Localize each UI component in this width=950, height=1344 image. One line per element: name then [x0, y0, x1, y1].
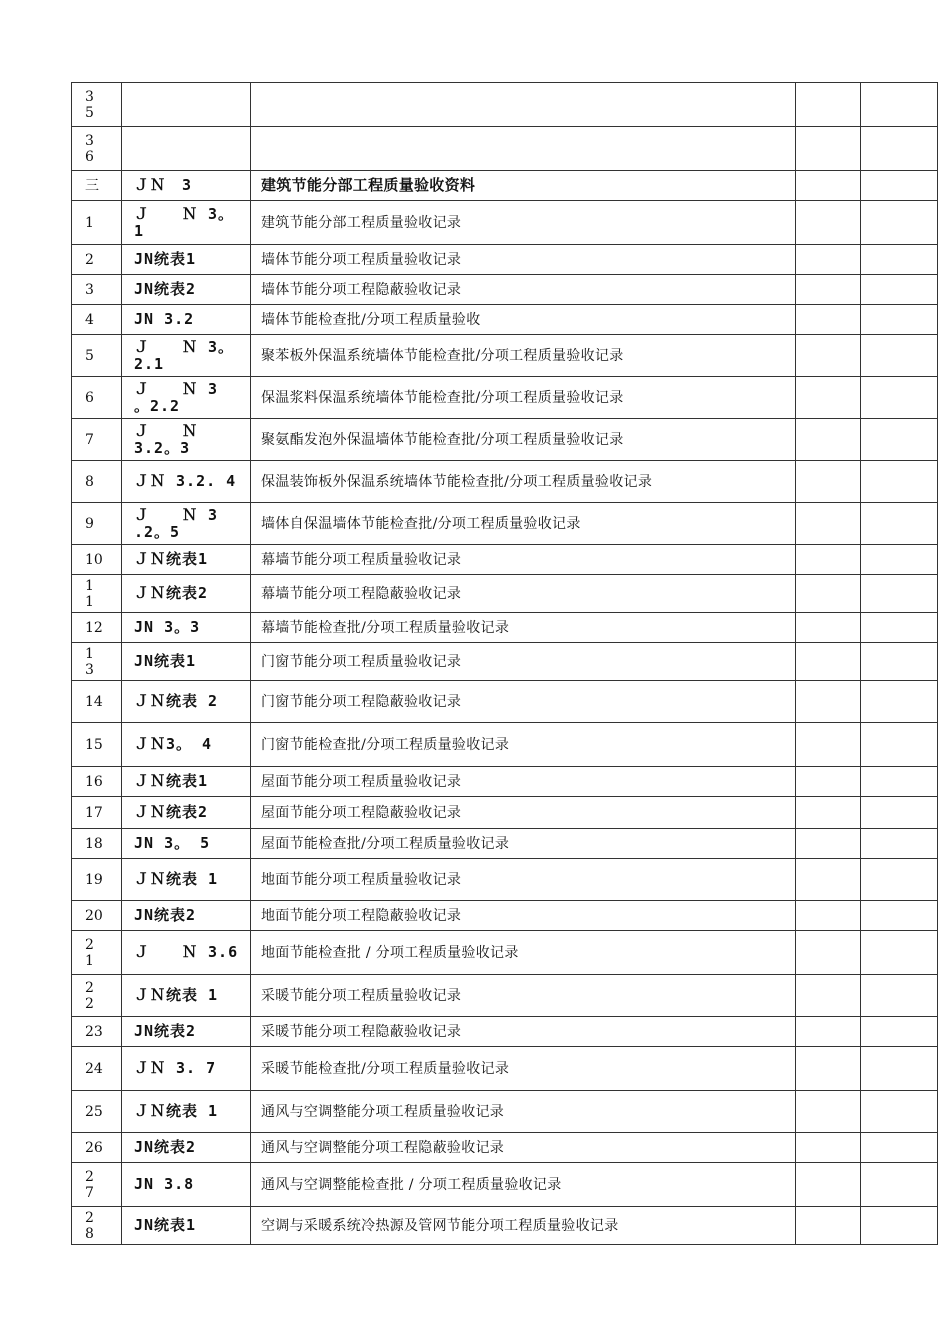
form-code: JN统表2 [134, 1022, 197, 1040]
record-name: 保温装饰板外保温系统墙体节能检查批/分项工程质量验收记录 [261, 473, 653, 490]
row-number: 21 [85, 936, 94, 969]
blank-cell [796, 83, 861, 127]
form-code: ＪＮ统表2 [134, 803, 209, 821]
blank-cell [796, 419, 861, 461]
blank-cell [861, 1047, 938, 1091]
row-number: 19 [85, 871, 103, 888]
row-number-cell [72, 1047, 122, 1091]
row-number: 17 [85, 804, 103, 821]
form-code-cell [122, 1091, 251, 1133]
row-number: 11 [85, 577, 94, 610]
blank-cell [796, 1091, 861, 1133]
record-name-cell [251, 377, 796, 419]
blank-cell [861, 275, 938, 305]
blank-cell [861, 723, 938, 767]
form-code-cell [122, 901, 251, 931]
record-name-cell [251, 797, 796, 829]
blank-cell [796, 503, 861, 545]
blank-cell [796, 859, 861, 901]
blank-cell [861, 171, 938, 201]
blank-cell [861, 503, 938, 545]
row-number: 4 [85, 311, 94, 328]
table-row [72, 461, 938, 503]
form-code-cell [122, 931, 251, 975]
form-code: ＪＮ统表1 [134, 772, 209, 790]
record-name: 通风与空调整能分项工程隐蔽验收记录 [261, 1139, 505, 1156]
table-row [72, 127, 938, 171]
row-number: 25 [85, 1103, 103, 1120]
record-name-cell [251, 859, 796, 901]
form-code: Ｊ Ｎ 3。1 [134, 204, 235, 240]
form-code: JN统表2 [134, 280, 197, 298]
blank-cell [861, 931, 938, 975]
blank-cell [861, 1017, 938, 1047]
row-number-cell [72, 975, 122, 1017]
record-name: 墙体节能分项工程质量验收记录 [261, 251, 462, 268]
form-code-cell [122, 681, 251, 723]
record-name-cell [251, 503, 796, 545]
table-row [72, 797, 938, 829]
row-number-cell [72, 503, 122, 545]
form-code: JN统表2 [134, 906, 197, 924]
record-name: 聚氨酯发泡外保温墙体节能检查批/分项工程质量验收记录 [261, 431, 624, 448]
record-name: 通风与空调整能检查批 / 分项工程质量验收记录 [261, 1176, 562, 1193]
form-code: ＪＮ 3 [134, 176, 193, 194]
form-code: ＪＮ 3. 7 [134, 1059, 217, 1077]
form-code-cell [122, 1133, 251, 1163]
row-number-cell [72, 1017, 122, 1047]
form-code: JN 3。 5 [134, 834, 211, 852]
blank-cell [861, 643, 938, 681]
record-name: 墙体节能分项工程隐蔽验收记录 [261, 281, 462, 298]
record-name: 屋面节能检查批/分项工程质量验收记录 [261, 835, 510, 852]
blank-cell [861, 613, 938, 643]
row-number-cell [72, 797, 122, 829]
table-row [72, 377, 938, 419]
form-code-cell [122, 245, 251, 275]
record-name-cell [251, 1133, 796, 1163]
blank-cell [861, 245, 938, 275]
form-code-cell [122, 1163, 251, 1207]
form-code: Ｊ Ｎ 3。2.1 [134, 337, 235, 373]
form-code-cell [122, 503, 251, 545]
row-number: 1 [85, 214, 94, 231]
record-name-cell [251, 975, 796, 1017]
record-name: 地面节能分项工程隐蔽验收记录 [261, 907, 462, 924]
blank-cell [796, 1133, 861, 1163]
form-code-cell [122, 377, 251, 419]
record-name-cell [251, 723, 796, 767]
record-name: 采暖节能分项工程质量验收记录 [261, 987, 462, 1004]
row-number-cell [72, 377, 122, 419]
row-number-cell [72, 767, 122, 797]
form-code-cell [122, 545, 251, 575]
blank-cell [796, 171, 861, 201]
row-number-cell [72, 127, 122, 171]
form-code-cell [122, 1017, 251, 1047]
blank-cell [796, 461, 861, 503]
table-row [72, 1207, 938, 1245]
record-name: 门窗节能检查批/分项工程质量验收记录 [261, 736, 510, 753]
form-code: ＪＮ统表 1 [134, 986, 219, 1004]
blank-cell [796, 1047, 861, 1091]
row-number: 2 [85, 251, 94, 268]
blank-cell [861, 859, 938, 901]
form-code-cell [122, 201, 251, 245]
records-table-body [72, 83, 938, 1245]
row-number-cell [72, 245, 122, 275]
row-number-cell [72, 1207, 122, 1245]
record-name: 幕墙节能分项工程质量验收记录 [261, 551, 462, 568]
record-name-cell [251, 1163, 796, 1207]
table-row [72, 1133, 938, 1163]
table-row [72, 545, 938, 575]
form-code: Ｊ Ｎ 3.2。3 [134, 421, 199, 457]
row-number: 9 [85, 515, 94, 532]
blank-cell [861, 461, 938, 503]
form-code: JN统表1 [134, 250, 197, 268]
form-code: ＪＮ统表 2 [134, 692, 219, 710]
form-code: ＪＮ 3.2. 4 [134, 472, 237, 490]
blank-cell [796, 767, 861, 797]
record-name: 屋面节能分项工程隐蔽验收记录 [261, 804, 462, 821]
record-name-cell [251, 1091, 796, 1133]
form-code: ＪＮ3。 4 [134, 735, 213, 753]
table-row [72, 83, 938, 127]
blank-cell [861, 829, 938, 859]
row-number-cell [72, 201, 122, 245]
row-number: 16 [85, 773, 103, 790]
record-name-cell [251, 767, 796, 797]
blank-cell [796, 305, 861, 335]
row-number-cell [72, 613, 122, 643]
table-row [72, 643, 938, 681]
row-number-cell [72, 83, 122, 127]
record-name-cell [251, 171, 796, 201]
record-name-cell [251, 931, 796, 975]
record-name: 幕墙节能分项工程隐蔽验收记录 [261, 585, 462, 602]
record-name: 门窗节能分项工程隐蔽验收记录 [261, 693, 462, 710]
row-number: 18 [85, 835, 103, 852]
row-number: 20 [85, 907, 103, 924]
blank-cell [796, 1207, 861, 1245]
table-row [72, 575, 938, 613]
record-name-cell [251, 829, 796, 859]
row-number-cell [72, 1163, 122, 1207]
row-number: 26 [85, 1139, 103, 1156]
row-number: 三 [85, 177, 99, 194]
row-number-cell [72, 171, 122, 201]
record-name-cell [251, 643, 796, 681]
blank-cell [861, 575, 938, 613]
table-row [72, 613, 938, 643]
record-name-cell [251, 613, 796, 643]
row-number-cell [72, 901, 122, 931]
row-number: 10 [85, 551, 103, 568]
blank-cell [796, 1163, 861, 1207]
table-row [72, 1163, 938, 1207]
blank-cell [861, 545, 938, 575]
row-number-cell [72, 575, 122, 613]
table-row [72, 1047, 938, 1091]
record-name: 建筑节能分部工程质量验收资料 [261, 176, 476, 194]
record-name: 地面节能分项工程质量验收记录 [261, 871, 462, 888]
form-code-cell [122, 419, 251, 461]
blank-cell [796, 797, 861, 829]
blank-cell [796, 201, 861, 245]
row-number: 22 [85, 979, 94, 1012]
blank-cell [861, 797, 938, 829]
record-name-cell [251, 901, 796, 931]
record-name-cell [251, 461, 796, 503]
blank-cell [861, 377, 938, 419]
row-number-cell [72, 305, 122, 335]
record-name: 采暖节能检查批/分项工程质量验收记录 [261, 1060, 510, 1077]
form-code: JN 3.8 [134, 1175, 195, 1193]
form-code-cell [122, 275, 251, 305]
form-code-cell [122, 859, 251, 901]
record-name: 墙体节能检查批/分项工程质量验收 [261, 311, 481, 328]
form-code-cell [122, 83, 251, 127]
blank-cell [861, 305, 938, 335]
form-code: ＪＮ统表 1 [134, 1102, 219, 1120]
blank-cell [861, 1207, 938, 1245]
blank-cell [796, 335, 861, 377]
form-code-cell [122, 305, 251, 335]
record-name-cell [251, 83, 796, 127]
record-name: 屋面节能分项工程质量验收记录 [261, 773, 462, 790]
blank-cell [796, 1017, 861, 1047]
row-number: 12 [85, 619, 103, 636]
record-name-cell [251, 419, 796, 461]
row-number: 36 [85, 132, 94, 165]
form-code-cell [122, 613, 251, 643]
table-row [72, 723, 938, 767]
form-code-cell [122, 1207, 251, 1245]
form-code: Ｊ Ｎ 3 .2。5 [134, 505, 219, 541]
row-number-cell [72, 931, 122, 975]
table-row [72, 975, 938, 1017]
record-name-cell [251, 1017, 796, 1047]
record-name-cell [251, 305, 796, 335]
blank-cell [861, 1163, 938, 1207]
table-row [72, 681, 938, 723]
form-code-cell [122, 767, 251, 797]
row-number-cell [72, 643, 122, 681]
row-number-cell [72, 859, 122, 901]
table-row [72, 931, 938, 975]
row-number-cell [72, 1133, 122, 1163]
form-code: ＪＮ统表 1 [134, 870, 219, 888]
blank-cell [861, 975, 938, 1017]
record-name-cell [251, 335, 796, 377]
blank-cell [796, 245, 861, 275]
row-number-cell [72, 681, 122, 723]
blank-cell [796, 931, 861, 975]
blank-cell [861, 1091, 938, 1133]
record-name-cell [251, 245, 796, 275]
records-table [71, 82, 938, 1245]
row-number-cell [72, 275, 122, 305]
form-code-cell [122, 335, 251, 377]
blank-cell [796, 829, 861, 859]
row-number: 3 [85, 281, 94, 298]
table-row [72, 275, 938, 305]
record-name: 聚苯板外保温系统墙体节能检查批/分项工程质量验收记录 [261, 347, 624, 364]
form-code-cell [122, 1047, 251, 1091]
row-number: 28 [85, 1209, 94, 1242]
form-code-cell [122, 643, 251, 681]
row-number: 35 [85, 88, 94, 121]
record-name: 空调与采暖系统冷热源及管网节能分项工程质量验收记录 [261, 1217, 619, 1234]
row-number-cell [72, 545, 122, 575]
record-name-cell [251, 575, 796, 613]
row-number: 15 [85, 736, 103, 753]
form-code-cell [122, 127, 251, 171]
blank-cell [796, 377, 861, 419]
form-code: JN统表2 [134, 1138, 197, 1156]
row-number-cell [72, 461, 122, 503]
form-code-cell [122, 797, 251, 829]
table-row [72, 335, 938, 377]
record-name: 墙体自保温墙体节能检查批/分项工程质量验收记录 [261, 515, 581, 532]
table-row [72, 245, 938, 275]
row-number: 24 [85, 1060, 103, 1077]
record-name: 建筑节能分部工程质量验收记录 [261, 214, 462, 231]
blank-cell [861, 83, 938, 127]
blank-cell [861, 201, 938, 245]
blank-cell [796, 681, 861, 723]
form-code: JN 3.2 [134, 310, 195, 328]
record-name: 门窗节能分项工程质量验收记录 [261, 653, 462, 670]
row-number: 5 [85, 347, 94, 364]
row-number-cell [72, 419, 122, 461]
record-name-cell [251, 681, 796, 723]
form-code: Ｊ Ｎ 3 。2.2 [134, 379, 219, 415]
form-code: ＪＮ统表1 [134, 550, 209, 568]
row-number-cell [72, 1091, 122, 1133]
row-number: 8 [85, 473, 94, 490]
blank-cell [796, 575, 861, 613]
blank-cell [796, 901, 861, 931]
record-name: 地面节能检查批 / 分项工程质量验收记录 [261, 944, 519, 961]
blank-cell [861, 901, 938, 931]
blank-cell [796, 275, 861, 305]
record-name: 采暖节能分项工程隐蔽验收记录 [261, 1023, 462, 1040]
record-name-cell [251, 201, 796, 245]
form-code-cell [122, 461, 251, 503]
blank-cell [861, 1133, 938, 1163]
table-row [72, 1017, 938, 1047]
table-row [72, 767, 938, 797]
row-number: 13 [85, 645, 94, 678]
form-code-cell [122, 575, 251, 613]
form-code: JN统表1 [134, 652, 197, 670]
row-number: 27 [85, 1168, 94, 1201]
blank-cell [796, 723, 861, 767]
section-header-row [72, 171, 938, 201]
record-name-cell [251, 275, 796, 305]
table-row [72, 859, 938, 901]
blank-cell [796, 545, 861, 575]
form-code-cell [122, 829, 251, 859]
table-row [72, 201, 938, 245]
table-row [72, 829, 938, 859]
form-code-cell [122, 171, 251, 201]
form-code: Ｊ Ｎ 3.6 [134, 943, 239, 961]
record-name-cell [251, 1207, 796, 1245]
row-number: 6 [85, 389, 94, 406]
table-row [72, 1091, 938, 1133]
form-code: JN统表1 [134, 1216, 197, 1234]
record-name-cell [251, 545, 796, 575]
blank-cell [861, 335, 938, 377]
blank-cell [861, 767, 938, 797]
table-row [72, 901, 938, 931]
blank-cell [796, 975, 861, 1017]
blank-cell [861, 127, 938, 171]
record-name: 保温浆料保温系统墙体节能检查批/分项工程质量验收记录 [261, 389, 624, 406]
row-number-cell [72, 723, 122, 767]
row-number-cell [72, 335, 122, 377]
form-code: JN 3。3 [134, 618, 201, 636]
blank-cell [861, 681, 938, 723]
form-code-cell [122, 975, 251, 1017]
row-number: 23 [85, 1023, 103, 1040]
record-name-cell [251, 127, 796, 171]
blank-cell [796, 643, 861, 681]
record-name-cell [251, 1047, 796, 1091]
row-number: 14 [85, 693, 103, 710]
form-code: ＪＮ统表2 [134, 584, 209, 602]
table-row [72, 305, 938, 335]
record-name: 幕墙节能检查批/分项工程质量验收记录 [261, 619, 510, 636]
table-row [72, 419, 938, 461]
table-row [72, 503, 938, 545]
blank-cell [796, 127, 861, 171]
record-name: 通风与空调整能分项工程质量验收记录 [261, 1103, 505, 1120]
blank-cell [861, 419, 938, 461]
blank-cell [796, 613, 861, 643]
row-number: 7 [85, 431, 94, 448]
row-number-cell [72, 829, 122, 859]
form-code-cell [122, 723, 251, 767]
